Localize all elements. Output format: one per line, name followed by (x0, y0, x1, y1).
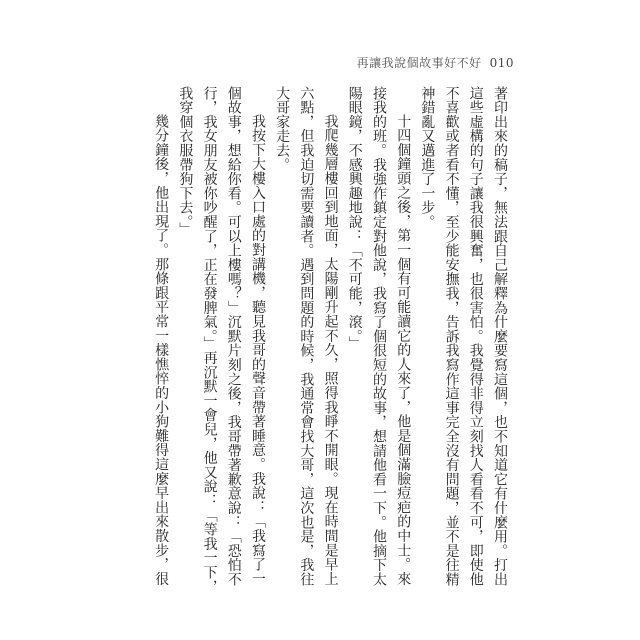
paragraph: 我爬幾層樓回到地面，太陽剛升起不久，照得我睜不開眼。現在時間是早上六點，但我迫切需要讀者。遇到問題的時候，我通常會找大哥，這次也是，我往大哥家走去。 (274, 86, 339, 587)
paragraph: 我按下大樓入口處的對講機，聽見我哥的聲音帶著睡意。我說：「我寫了一個故事，想給你看。可以上樓嗎？」沉默片刻之後，我哥帶著歉意說：「恐怕不行，我女朋友被你吵醒了，正在發脾氣。」再沉默一會兒，他又說：「等我一下，我穿個衣服帶狗下去。」 (177, 86, 266, 594)
book-title: 再讓我說個故事好不好 (356, 56, 482, 70)
paragraph: 幾分鐘後，他出現了。那條跟平常一樣憔悴的小狗難得這麼早出來散步，很 (153, 114, 170, 586)
body-text (146, 86, 512, 596)
page-number: 010 (489, 56, 514, 70)
running-header (357, 54, 514, 71)
paragraph: 十四個鐘頭之後，第一個有可能讀它的人來了，他是個滿臉痘疤的中士。來接我的班。我強作鎮定對他說，我寫了個很短的故事，想請他看一下。他摘下太陽眼鏡，不感興趣地說：「不可能，滾。」 (346, 86, 412, 587)
paragraph: 著印出來的稿子，無法跟自己解釋為什麼要寫這個，也不知道它有什麼用。打出這些虛構的句子讓我很興奮，也很害怕。我覺得非得立刻找人看看不可，即使他不喜歡或者看不懂，至少能安撫我，告訴我寫作這事完全沒有問題，並不是往精神錯亂又邁進了一步。 (419, 86, 508, 587)
